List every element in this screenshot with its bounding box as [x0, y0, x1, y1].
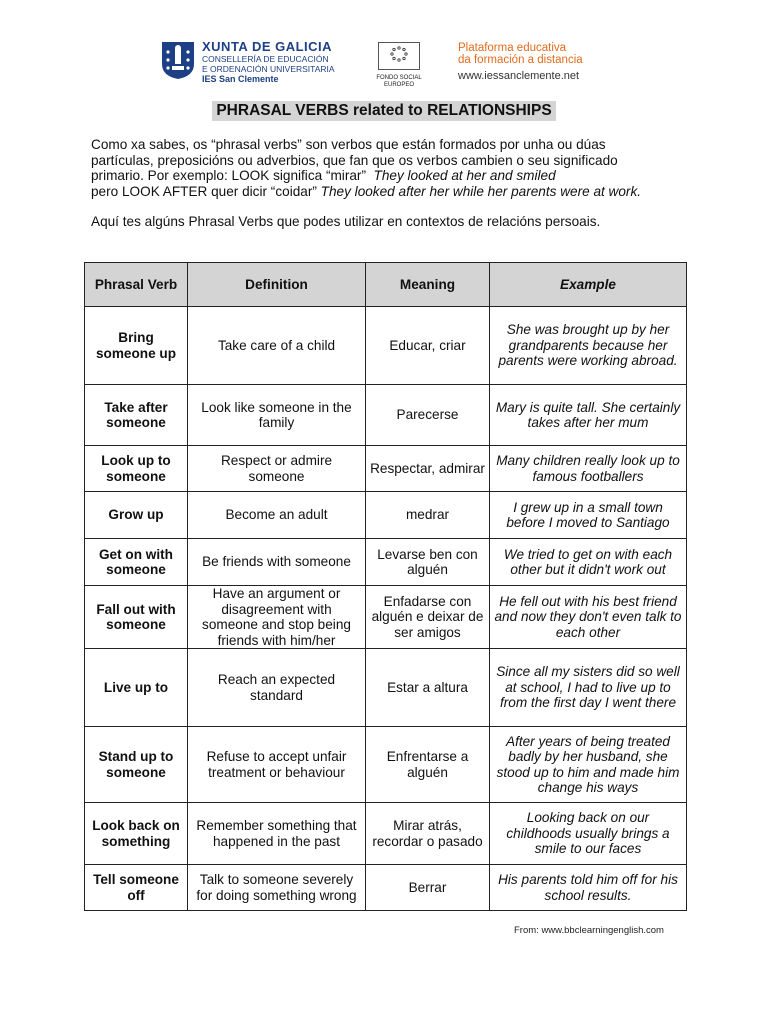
verb-cell: Bring someone up	[85, 307, 188, 385]
definition-cell: Have an argument or disagreement with someone and stop being friends with him/her	[188, 586, 366, 649]
xunta-coat-of-arms-icon	[160, 40, 196, 80]
meaning-cell: Educar, criar	[366, 307, 490, 385]
intro-line-4	[91, 184, 691, 200]
page-title: PHRASAL VERBS related to RELATIONSHIPS	[212, 101, 555, 121]
example-cell: Since all my sisters did so well at school, I had to live up to from the first day I went there	[490, 649, 687, 727]
meaning-cell: medrar	[366, 492, 490, 539]
xunta-department-line-2: E ORDENACIÓN UNIVERSITARIA	[202, 64, 335, 74]
platform-title-line-1: Plataforma educativa	[458, 42, 567, 54]
meaning-cell: Berrar	[366, 865, 490, 911]
intro-line-4-text: pero LOOK AFTER quer dicir “coidar”	[91, 183, 317, 199]
verb-cell: Fall out with someone	[85, 586, 188, 649]
intro-line-1: Como xa sabes, os “phrasal verbs” son verbos que están formados por unha ou dúas	[91, 137, 606, 152]
example-cell: His parents told him off for his school results.	[490, 865, 687, 911]
verb-cell: Grow up	[85, 492, 188, 539]
verb-cell: Tell someone off	[85, 865, 188, 911]
platform-url: www.iessanclemente.net	[458, 70, 580, 82]
table-row	[85, 307, 687, 385]
table-row	[85, 385, 687, 446]
platform-logo	[458, 42, 583, 82]
table-row	[85, 649, 687, 727]
xunta-title: XUNTA DE GALICIA	[202, 39, 333, 54]
header-meaning: Meaning	[366, 263, 490, 307]
eu-caption-1: FONDO SOCIAL	[376, 75, 422, 81]
definition-cell: Refuse to accept unfair treatment or behaviour	[188, 727, 366, 803]
example-cell: Mary is quite tall. She certainly takes after her mum	[490, 385, 687, 446]
page-title-wrapper	[0, 101, 768, 121]
definition-cell: Reach an expected standard	[188, 649, 366, 727]
definition-cell: Be friends with someone	[188, 539, 366, 586]
definition-cell: Look like someone in the family	[188, 385, 366, 446]
table-row	[85, 446, 687, 492]
definition-cell: Respect or admire someone	[188, 446, 366, 492]
eu-logo	[375, 42, 423, 89]
example-cell: Many children really look up to famous footballers	[490, 446, 687, 492]
intro-text	[91, 137, 691, 230]
table-row	[85, 492, 687, 539]
phrasal-verbs-table	[84, 262, 687, 911]
xunta-logo-text	[202, 40, 335, 85]
verb-cell: Stand up to someone	[85, 727, 188, 803]
definition-cell: Take care of a child	[188, 307, 366, 385]
example-cell: We tried to get on with each other but it didn't work out	[490, 539, 687, 586]
header-phrasal-verb: Phrasal Verb	[85, 263, 188, 307]
example-cell: I grew up in a small town before I moved to Santiago	[490, 492, 687, 539]
example-cell: She was brought up by her grandparents because her parents were working abroad.	[490, 307, 687, 385]
example-cell: He fell out with his best friend and now they don't even talk to each other	[490, 586, 687, 649]
example-cell: Looking back on our childhoods usually brings a smile to our faces	[490, 803, 687, 865]
meaning-cell: Estar a altura	[366, 649, 490, 727]
platform-title-line-2: da formación a distancia	[458, 54, 583, 66]
meaning-cell: Parecerse	[366, 385, 490, 446]
intro-line-3-text: primario. Por exemplo: LOOK significa “mirar”	[91, 168, 366, 184]
eu-caption-2: EUROPEO	[383, 82, 414, 88]
intro-line-3	[91, 168, 691, 184]
intro-example-2: They looked after her while her parents were at work.	[320, 183, 642, 199]
table-row	[85, 803, 687, 865]
source-credit: From: www.bbclearningenglish.com	[514, 925, 664, 936]
meaning-cell: Respectar, admirar	[366, 446, 490, 492]
table-row	[85, 865, 687, 911]
eu-flag-icon	[378, 42, 420, 70]
definition-cell: Remember something that happened in the past	[188, 803, 366, 865]
intro-example-1: They looked at her and smiled	[373, 168, 556, 184]
header-example: Example	[490, 263, 687, 307]
table-row	[85, 586, 687, 649]
meaning-cell: Mirar atrás, recordar o pasado	[366, 803, 490, 865]
verb-cell: Look up to someone	[85, 446, 188, 492]
verb-cell: Live up to	[85, 649, 188, 727]
verb-cell: Take after someone	[85, 385, 188, 446]
table-row	[85, 727, 687, 803]
school-name: IES San Clemente	[202, 74, 279, 84]
table-header-row	[85, 263, 687, 307]
meaning-cell: Levarse ben con alguén	[366, 539, 490, 586]
page-header	[160, 38, 600, 90]
table-row	[85, 539, 687, 586]
meaning-cell: Enfadarse con alguén e deixar de ser amigos	[366, 586, 490, 649]
intro-line-2: partículas, preposicións ou adverbios, que fan que os verbos cambien o seu significado	[91, 152, 618, 168]
intro-paragraph-2: Aquí tes algúns Phrasal Verbs que podes utilizar en contextos de relacións persoais.	[91, 214, 601, 230]
example-cell: After years of being treated badly by her husband, she stood up to him and made him change his ways	[490, 727, 687, 803]
verb-cell: Look back on something	[85, 803, 188, 865]
verb-cell: Get on with someone	[85, 539, 188, 586]
meaning-cell: Enfrentarse a alguén	[366, 727, 490, 803]
definition-cell: Become an adult	[188, 492, 366, 539]
xunta-department-line-1: CONSELLERÍA DE EDUCACIÓN	[202, 54, 329, 64]
definition-cell: Talk to someone severely for doing something wrong	[188, 865, 366, 911]
header-definition: Definition	[188, 263, 366, 307]
